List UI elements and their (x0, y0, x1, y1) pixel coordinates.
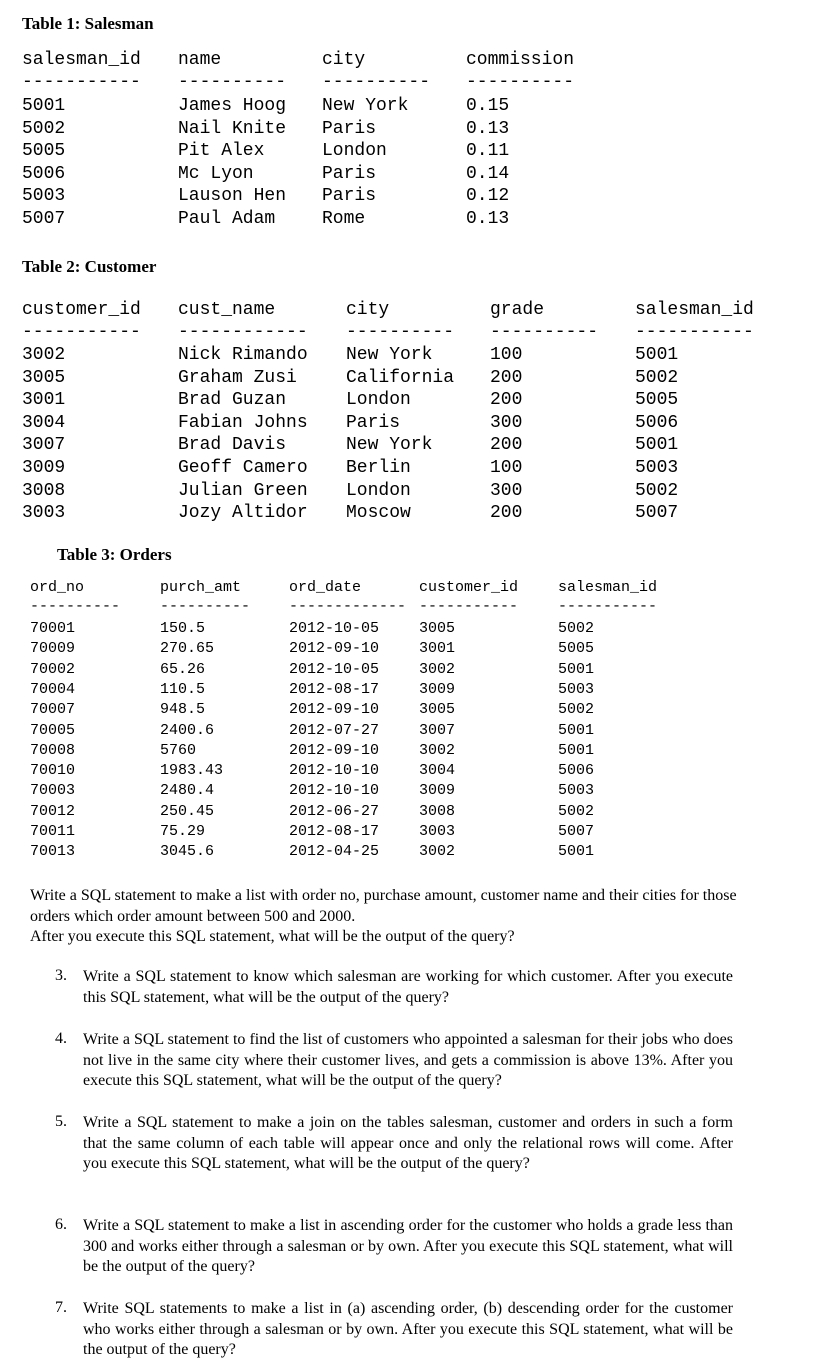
table-cell: Rome (322, 209, 366, 229)
table-cell: 200 (490, 435, 523, 456)
table-cell: 270.65 (160, 640, 215, 658)
question-text: Write SQL statements to make a list in (a) ascending order, (b) descending order for the customer who works either through a salesman or by own. After you execute this SQL statement, what will be the output of the query? (83, 1300, 733, 1358)
header-divider: ----------- (635, 322, 754, 342)
table-cell: 2012-04-25 (289, 843, 380, 861)
table-cell: 70004 (30, 680, 76, 698)
table-cell: 3009 (22, 458, 66, 478)
table-cell: New York (322, 96, 409, 116)
column-header: salesman_id (635, 300, 754, 320)
table-cell: 5002 (635, 367, 679, 388)
header-divider: ---------- (466, 72, 575, 92)
table-cell: Paul Adam (178, 209, 276, 229)
table-cell: 3003 (22, 503, 66, 524)
table-cell: New York (346, 345, 433, 365)
table-cell: 2012-09-10 (289, 640, 380, 658)
table-cell: 5001 (635, 435, 679, 456)
column-header: city (322, 50, 366, 70)
table-cell: 70013 (30, 843, 76, 861)
table-cell: Paris (346, 412, 401, 433)
table-cell: 5001 (635, 345, 679, 365)
question-text: Write a SQL statement to make a join on the tables salesman, customer and orders in such a form that the same column of each table will appear once and only the relational rows will come. After you execute this SQL statement, what will be the output of the query? (83, 1114, 733, 1172)
table-cell: 70012 (30, 802, 76, 820)
table-cell: 300 (490, 412, 523, 433)
table-cell: 300 (490, 480, 523, 501)
table-cell: 2012-09-10 (289, 741, 380, 759)
table-cell: 5003 (22, 186, 66, 207)
table-cell: 150.5 (160, 620, 206, 637)
table2-title: Table 2: Customer (22, 257, 157, 276)
table-cell: 2012-08-17 (289, 680, 380, 698)
table-cell: Graham Zusi (178, 367, 297, 388)
question-number: 4. (55, 1030, 67, 1047)
column-header: grade (490, 300, 545, 320)
table-cell: 3002 (419, 660, 456, 678)
table-cell: 5001 (558, 843, 595, 861)
header-divider: ---------- (346, 322, 455, 342)
table-cell: 0.13 (466, 118, 510, 139)
table-cell: Fabian Johns (178, 412, 308, 433)
column-header: cust_name (178, 300, 276, 320)
table-cell: California (346, 367, 455, 388)
table-cell: 0.13 (466, 209, 510, 229)
question-number: 3. (55, 967, 67, 984)
table-cell: 3002 (22, 345, 66, 365)
table-cell: Paris (322, 163, 377, 184)
table-cell: 110.5 (160, 680, 206, 698)
table-cell: 100 (490, 345, 523, 365)
table-cell: 3005 (419, 701, 456, 719)
table-cell: 3007 (419, 721, 456, 739)
header-divider: ----------- (22, 322, 141, 342)
column-header: customer_id (419, 579, 519, 596)
table-cell: 3045.6 (160, 843, 215, 861)
table-cell: 5007 (558, 823, 595, 840)
question-number: 6. (55, 1216, 67, 1233)
table-cell: 3008 (419, 802, 456, 820)
table1-title: Table 1: Salesman (22, 14, 154, 33)
header-divider: ------------ (178, 322, 308, 342)
table-cell: 2012-10-10 (289, 782, 380, 800)
table-cell: Paris (322, 118, 377, 139)
column-header: customer_id (22, 300, 141, 320)
table-cell: 5005 (635, 390, 679, 411)
table-cell: 200 (490, 367, 523, 388)
table-cell: 0.11 (466, 141, 510, 162)
table-cell: Julian Green (178, 480, 308, 501)
header-divider: ----------- (419, 598, 519, 615)
question-text: Write a SQL statement to make a list in ascending order for the customer who holds a grade less than 300 and works either through a salesman or by own. After you execute this SQL statement, what will be the output of the query? (83, 1217, 733, 1275)
table-cell: 200 (490, 503, 523, 524)
table-cell: Paris (322, 186, 377, 207)
table-cell: 5002 (558, 620, 595, 637)
table-cell: 70011 (30, 823, 76, 840)
table-cell: 5001 (558, 721, 595, 739)
table-cell: 0.12 (466, 186, 510, 207)
table-cell: 5002 (22, 118, 66, 139)
table-cell: 5006 (635, 412, 679, 433)
column-header: name (178, 50, 222, 70)
table-cell: Geoff Camero (178, 458, 308, 478)
table-cell: 200 (490, 390, 523, 411)
column-header: city (346, 300, 390, 320)
header-divider: ---------- (30, 598, 121, 615)
question-number: 7. (55, 1299, 67, 1316)
table-cell: Mc Lyon (178, 163, 254, 184)
table-cell: 2012-10-10 (289, 762, 380, 780)
table-cell: 5005 (22, 141, 66, 162)
header-divider: ----------- (22, 72, 141, 92)
column-header: purch_amt (160, 579, 242, 596)
table-cell: Pit Alex (178, 141, 265, 162)
table-cell: 3008 (22, 480, 66, 501)
table-cell: 65.26 (160, 660, 206, 678)
column-header: commission (466, 50, 575, 70)
table-cell: 2012-08-17 (289, 823, 380, 840)
table-cell: 70002 (30, 660, 76, 678)
table-cell: Jozy Altidor (178, 503, 308, 524)
table-cell: James Hoog (178, 96, 287, 116)
header-divider: ----------- (558, 598, 658, 615)
table-cell: Nick Rimando (178, 345, 308, 365)
table-cell: 70009 (30, 640, 76, 658)
table-cell: 5007 (635, 503, 679, 524)
intro-paragraph: Write a SQL statement to make a list with order no, purchase amount, customer name and their cities for those orders which order amount between 500 and 2000. After you execute this SQL statement, what will be the output of the query? (30, 887, 737, 945)
table-cell: 3004 (419, 762, 456, 780)
table-cell: 948.5 (160, 701, 206, 719)
column-header: salesman_id (22, 50, 141, 70)
column-header: ord_date (289, 579, 362, 596)
table-cell: 5002 (558, 701, 595, 719)
table-cell: 2012-10-05 (289, 660, 380, 678)
table-cell: 0.14 (466, 163, 510, 184)
table-cell: 3009 (419, 680, 456, 698)
table-cell: 1983.43 (160, 762, 224, 780)
table-cell: 5007 (22, 209, 66, 229)
header-divider: ---------- (178, 72, 287, 92)
table-cell: 100 (490, 458, 523, 478)
table-cell: 70007 (30, 701, 76, 719)
table-cell: 5001 (558, 660, 595, 678)
table-cell: 2400.6 (160, 721, 215, 739)
table-cell: 2012-10-05 (289, 620, 380, 637)
table-cell: London (346, 480, 411, 501)
table-cell: Brad Davis (178, 435, 287, 456)
table-cell: 5003 (635, 458, 679, 478)
table-cell: 5006 (558, 762, 595, 780)
table-cell: 5001 (558, 741, 595, 759)
table-cell: 70005 (30, 721, 76, 739)
question-text: Write a SQL statement to find the list of customers who appointed a salesman for their jobs who does not live in the same city where their customer lives, and gets a commission is above 13%. After you execute this SQL statement, what will be the output of the query? (83, 1031, 733, 1089)
table-cell: 5006 (22, 163, 66, 184)
header-divider: ---------- (490, 322, 599, 342)
table-cell: Berlin (346, 458, 411, 478)
table-cell: 3005 (22, 367, 66, 388)
table-cell: 3005 (419, 620, 456, 637)
table-cell: 75.29 (160, 823, 206, 840)
table-cell: 2012-06-27 (289, 802, 380, 820)
table-cell: London (346, 390, 411, 411)
question-number: 5. (55, 1113, 67, 1130)
table-cell: Lauson Hen (178, 186, 287, 207)
table-cell: 70003 (30, 782, 76, 800)
table3-title: Table 3: Orders (57, 545, 172, 564)
table-cell: 3001 (22, 390, 66, 411)
table-cell: 2480.4 (160, 782, 215, 800)
table-cell: 3002 (419, 741, 456, 759)
table-cell: 70008 (30, 741, 76, 759)
table-cell: 70010 (30, 762, 76, 780)
table-cell: Brad Guzan (178, 390, 287, 411)
table-cell: 3007 (22, 435, 66, 456)
table-cell: 5002 (558, 802, 595, 820)
column-header: salesman_id (558, 579, 658, 596)
table-cell: New York (346, 435, 433, 456)
table-cell: 5003 (558, 680, 595, 698)
table-cell: 5001 (22, 96, 66, 116)
table-cell: 3003 (419, 823, 456, 840)
table-cell: 5005 (558, 640, 595, 658)
table-cell: 5760 (160, 741, 197, 759)
column-header: ord_no (30, 579, 85, 596)
table-cell: 3004 (22, 412, 66, 433)
table-cell: Moscow (346, 503, 411, 524)
question-text: Write a SQL statement to know which salesman are working for which customer. After you execute this SQL statement, what will be the output of the query? (83, 968, 733, 1006)
table-cell: 250.45 (160, 802, 215, 820)
table-cell: 5002 (635, 480, 679, 501)
header-divider: ---------- (322, 72, 431, 92)
table-cell: 2012-09-10 (289, 701, 380, 719)
header-divider: ------------- (289, 598, 407, 615)
header-divider: ---------- (160, 598, 251, 615)
table-cell: 2012-07-27 (289, 721, 380, 739)
table-cell: 3009 (419, 782, 456, 800)
table-cell: London (322, 141, 387, 162)
table-cell: 0.15 (466, 96, 510, 116)
table-cell: 5003 (558, 782, 595, 800)
table-cell: 3001 (419, 640, 456, 658)
table-cell: 70001 (30, 620, 76, 637)
table-cell: 3002 (419, 843, 456, 861)
table-cell: Nail Knite (178, 118, 287, 139)
